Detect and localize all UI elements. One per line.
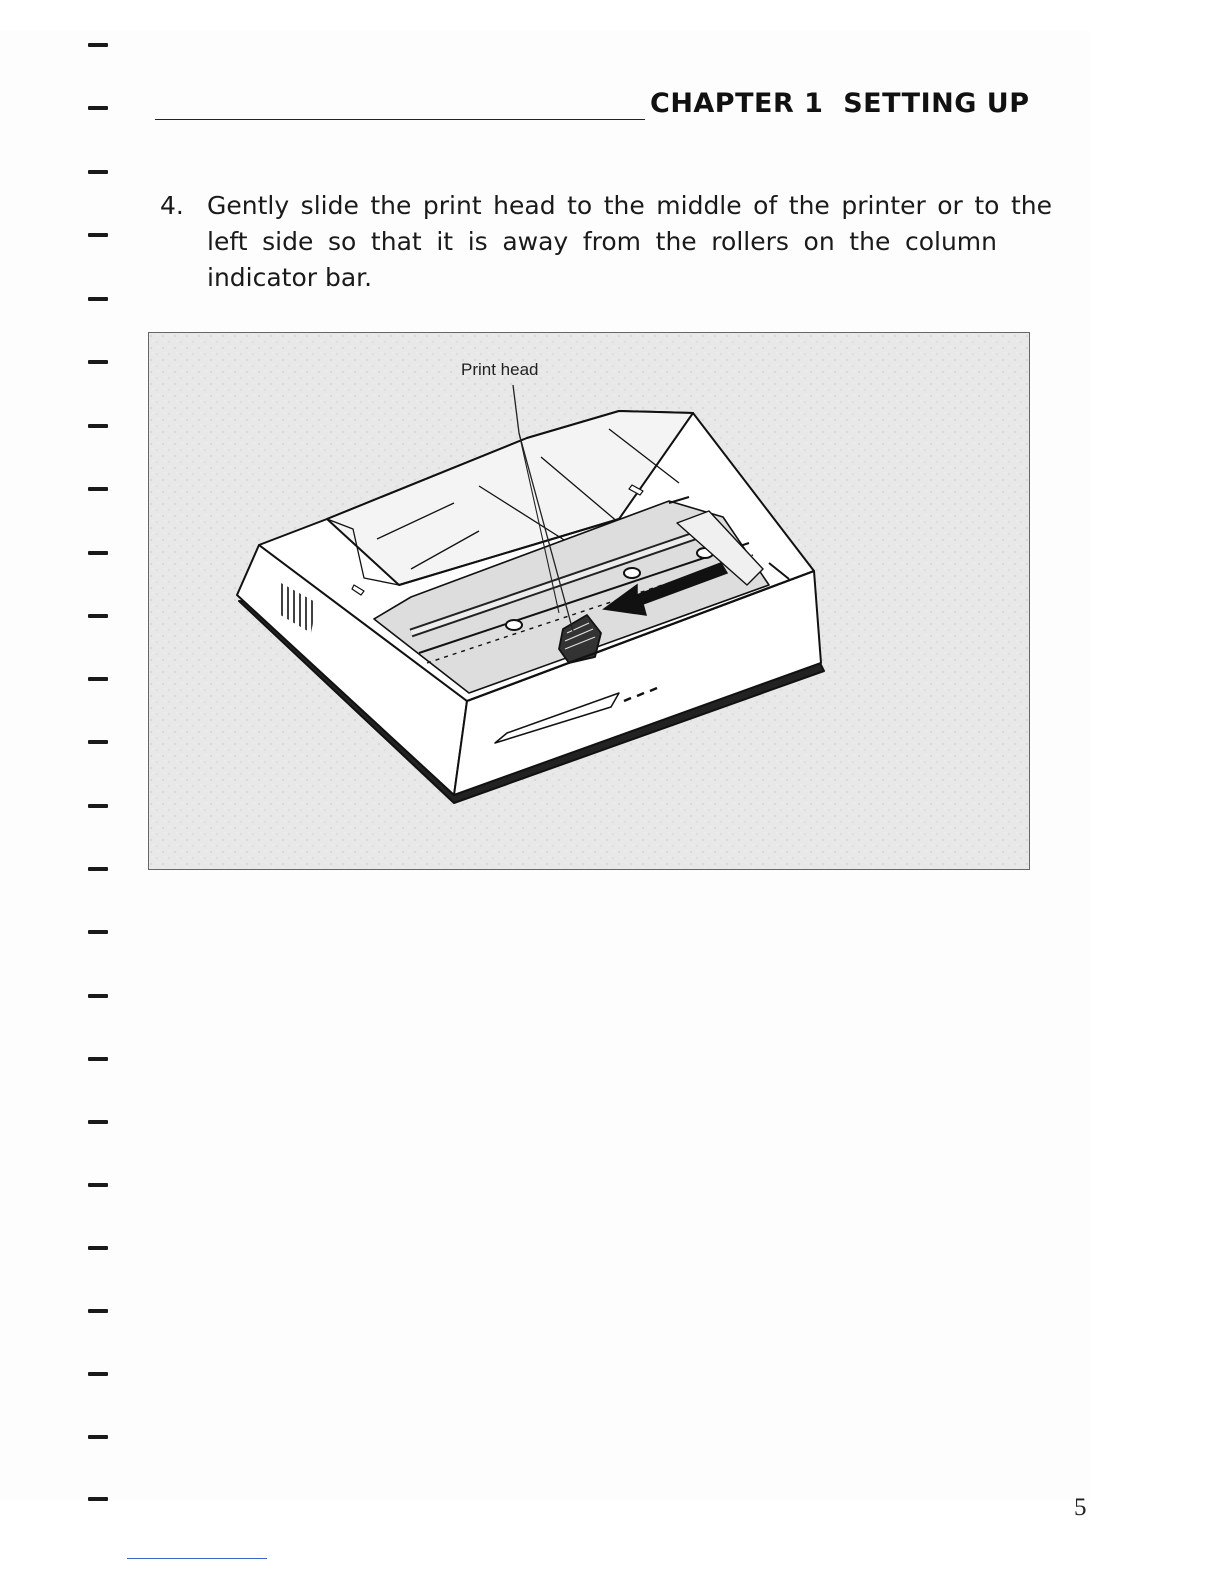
binding-mark bbox=[88, 551, 108, 555]
binding-mark bbox=[88, 930, 108, 934]
step-number: 4. bbox=[160, 191, 184, 220]
binding-mark bbox=[88, 677, 108, 681]
binding-mark bbox=[88, 804, 108, 808]
footer-rule bbox=[127, 1558, 267, 1559]
binding-mark bbox=[88, 424, 108, 428]
printer-figure bbox=[148, 332, 1030, 870]
binding-mark bbox=[88, 1497, 108, 1501]
binding-mark bbox=[88, 740, 108, 744]
binding-mark bbox=[88, 1057, 108, 1061]
step-line: Gently slide the print head to the middle of the printer or to the bbox=[207, 191, 1052, 220]
binding-mark bbox=[88, 1246, 108, 1250]
binding-mark bbox=[88, 43, 108, 47]
binding-mark bbox=[88, 487, 108, 491]
binding-mark bbox=[88, 867, 108, 871]
binding-mark bbox=[88, 233, 108, 237]
step-line: indicator bar. bbox=[207, 263, 373, 292]
binding-mark bbox=[88, 1120, 108, 1124]
binding-mark bbox=[88, 1183, 108, 1187]
page-number: 5 bbox=[1074, 1494, 1087, 1521]
binding-mark bbox=[88, 106, 108, 110]
step-text bbox=[207, 188, 1052, 296]
binding-mark bbox=[88, 1435, 108, 1439]
binding-mark bbox=[88, 170, 108, 174]
header-rule bbox=[155, 119, 645, 120]
binding-mark bbox=[88, 1372, 108, 1376]
print-head-callout: Print head bbox=[461, 360, 539, 379]
binding-mark bbox=[88, 360, 108, 364]
binding-mark bbox=[88, 297, 108, 301]
step-line: left side so that it is away from the rollers on the column bbox=[207, 227, 997, 256]
binding-mark bbox=[88, 614, 108, 618]
chapter-heading: CHAPTER 1 SETTING UP bbox=[650, 88, 1030, 119]
printer-illustration bbox=[149, 333, 1030, 870]
binding-mark bbox=[88, 1309, 108, 1313]
binding-mark bbox=[88, 994, 108, 998]
